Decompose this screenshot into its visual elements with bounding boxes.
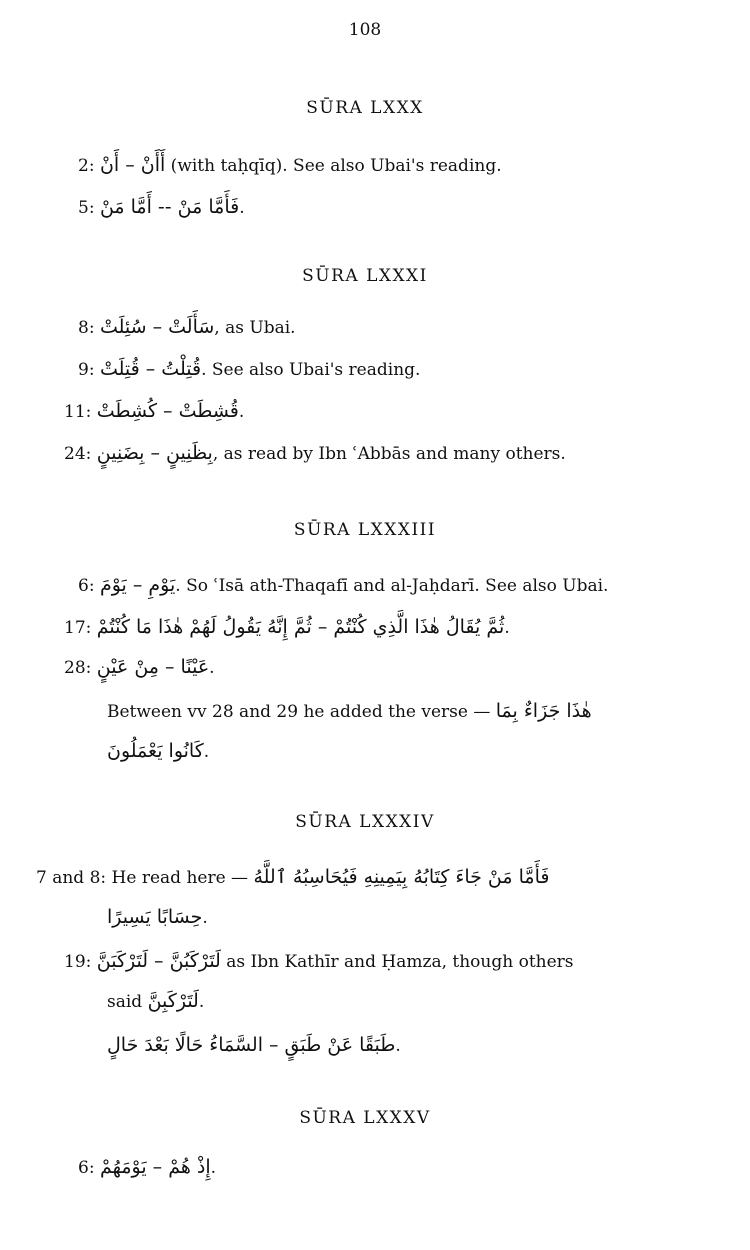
verse-entry	[64, 656, 215, 679]
entry-text: .	[238, 402, 245, 422]
arabic-reading: لَتَرْكَبِنَّ	[147, 990, 199, 1012]
arabic-reading: عَيْنًا – مِنْ عَيْنٍ	[96, 656, 210, 678]
entry-end: .	[395, 1036, 401, 1056]
arabic-reading: لَتَرْكَبُنَّ – لَتَرْكَبَنَّ	[96, 950, 221, 972]
verse-entry	[64, 442, 566, 465]
arabic-reading: أَأَنْ – أَنْ	[99, 154, 166, 176]
verse-entry	[78, 316, 296, 339]
verse-entry	[64, 400, 244, 423]
verse-entry	[36, 866, 549, 889]
arabic-reading: طَبَقًا عَنْ طَبَقٍ – السَّمَاءُ حَالًا بَعْدَ حَالٍ	[107, 1034, 396, 1056]
arabic-verse: هٰذَا جَزَاءٌ بِمَا	[495, 700, 592, 722]
verse-entry-continued	[107, 1034, 401, 1057]
verse-number: 7 and 8:	[36, 868, 107, 888]
verse-entry	[64, 950, 574, 973]
note-line	[107, 740, 209, 763]
arabic-reading: فَأَمَّا مَنْ جَاءَ كِتَابُهُ بِيَمِينِهِ فَيُحَاسِبُهُ ٱللَّهُ	[253, 866, 550, 888]
verse-entry-continued	[107, 906, 208, 929]
arabic-reading: فَأَمَّا مَنْ -- أَمَّا مَنْ	[99, 196, 240, 218]
verse-entry	[78, 574, 608, 597]
arabic-reading: قُتِلْتُ – قُتِلَتْ	[99, 358, 202, 380]
arabic-reading: ثُمَّ يُقَالُ هٰذَا الَّذِي كُنْتُمْ – ثُمَّ إِنَّهُ يَقُولُ لَهُمْ هٰذَا مَا كُنْتُمْ	[96, 616, 505, 638]
entry-text: .	[239, 198, 245, 218]
verse-number: 19:	[64, 952, 92, 972]
arabic-reading: سَأَلَتْ – سُئِلَتْ	[99, 316, 215, 338]
arabic-verse: كَانُوا يَعْمَلُونَ	[107, 740, 204, 762]
entry-text: . So ʿIsā ath-Thaqafī and al-Jaḥdarī. See also Ubai.	[175, 576, 609, 596]
verse-number: 17:	[64, 618, 92, 638]
verse-number: 24:	[64, 444, 92, 464]
arabic-reading: يَوْمِ – يَوْمَ	[99, 574, 176, 596]
verse-number: 6:	[78, 1158, 95, 1178]
verse-entry	[78, 1156, 216, 1179]
sura-heading: SŪRA LXXXV	[299, 1108, 431, 1128]
sura-heading: SŪRA LXXXI	[302, 266, 428, 286]
entry-text: . See also Ubai's reading.	[201, 360, 421, 380]
verse-number: 5:	[78, 198, 95, 218]
entry-text: as Ibn Kathīr and Ḥamza, though others	[220, 952, 574, 972]
entry-end: .	[198, 992, 205, 1012]
arabic-reading: بِظَنِينٍ – بِضَنِينٍ	[96, 442, 213, 464]
verse-entry	[78, 154, 502, 177]
arabic-reading: إِذْ هُمْ – يَوْمَهُمْ	[99, 1156, 211, 1178]
verse-entry	[78, 358, 420, 381]
verse-entry	[64, 616, 510, 639]
arabic-reading: قُشِطَتْ – كُشِطَتْ	[96, 400, 239, 422]
sura-heading: SŪRA LXXX	[306, 98, 424, 118]
verse-entry	[78, 196, 245, 219]
verse-number: 9:	[78, 360, 95, 380]
entry-text: , as Ubai.	[214, 318, 296, 338]
sura-heading: SŪRA LXXXIV	[295, 812, 435, 832]
verse-number: 11:	[64, 402, 92, 422]
entry-text: said	[107, 992, 143, 1012]
sura-heading: SŪRA LXXXIII	[293, 520, 437, 540]
entry-text: .	[209, 658, 215, 678]
entry-text: , as read by Ibn ʿAbbās and many others.	[212, 444, 566, 464]
page-number: 108	[348, 20, 382, 40]
entry-text: .	[504, 618, 510, 638]
verse-number: 28:	[64, 658, 92, 678]
arabic-reading: حِسَابًا يَسِيرًا	[107, 906, 203, 928]
entry-end: .	[202, 908, 208, 928]
note-text: Between vv 28 and 29 he added the verse —	[107, 702, 491, 722]
verse-number: 8:	[78, 318, 95, 338]
verse-entry-continued	[107, 990, 204, 1013]
verse-number: 6:	[78, 576, 95, 596]
entry-text: .	[210, 1158, 217, 1178]
note-end: .	[203, 742, 210, 762]
entry-text: (with taḥqīq). See also Ubai's reading.	[165, 156, 502, 176]
verse-number: 2:	[78, 156, 95, 176]
entry-text: He read here —	[111, 868, 249, 888]
note-line	[107, 700, 592, 723]
